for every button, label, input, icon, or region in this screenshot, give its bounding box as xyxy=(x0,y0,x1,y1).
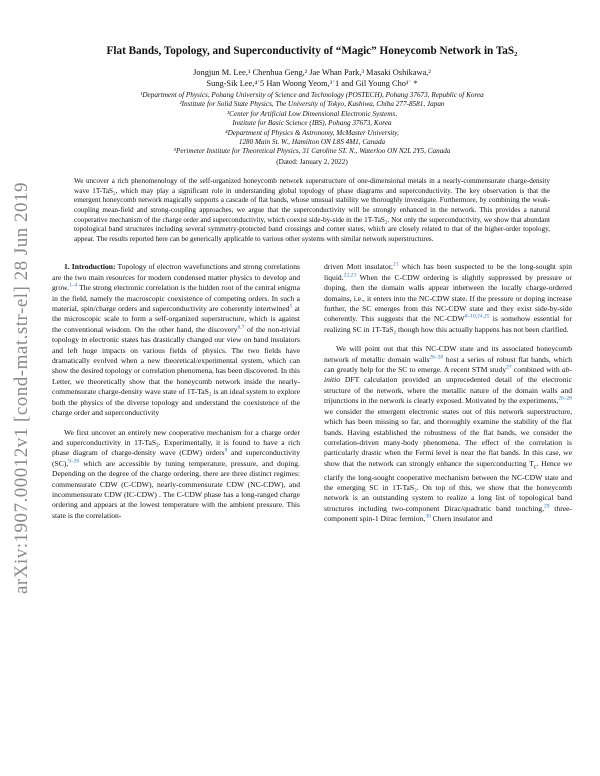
author-line-1: Jongjun M. Lee,¹ Chenhua Geng,² Jae Whan Park,³ Masaki Oshikawa,² xyxy=(193,68,431,77)
arxiv-id-text: arXiv:1907.00012v1 [cond-mat.str-el] 28 Jun 2019 xyxy=(11,182,32,594)
section-heading: 1. Introduction: xyxy=(64,262,116,272)
citation-link[interactable]: 5 xyxy=(289,303,293,310)
right-paragraph-1: driven Mott insulator,$^{21}$ which has been suspected to be the long-sought spin liquid.$^{22,23}$ When the C-CDW ordering is slightly suppressed by pressure or doping, then the domain walls appear inbetween the locally charge-ordered domains, i.e., it enters into the NC-CDW state. If the pressure or doping increase further, the SC emerges from this NC-CDW state and they exist side-by-side coherently. This suggests that the NC-CDW$^{8-10,24,25}$ is somehow essential for realizing SC in 1T-TaS₂ though how this actually happens has not been clarified. xyxy=(324,261,572,334)
affiliation-4b: 1280 Main St. W., Hamilton ON L8S 4M1, Canada xyxy=(238,138,386,147)
citation-link[interactable]: 22,23 xyxy=(343,272,356,279)
arxiv-sidebar-stamp xyxy=(8,178,36,598)
citation-link[interactable]: 6,7 xyxy=(237,324,245,331)
citation-link[interactable]: 27 xyxy=(506,364,512,371)
affiliation-2: ²Institute for Solid State Physics, The University of Tokyo, Kashiwa, Chiba 277-8581, Japan xyxy=(179,100,445,109)
citation-link[interactable]: 21 xyxy=(392,261,399,268)
paper-page xyxy=(52,44,572,534)
citation-link[interactable]: 26–28 xyxy=(429,354,444,361)
citation-link[interactable]: 26–28 xyxy=(558,395,572,402)
affiliation-1: ¹Department of Physics, Pohang University of Science and Technology (POSTECH), Pohang 37673, Republic of Korea xyxy=(140,91,484,99)
affiliation-5: ⁵Perimeter Institute for Theoretical Physics, 31 Caroline ST. N., Waterloo ON N2L 2Y5, Canada xyxy=(173,147,451,156)
affiliation-list xyxy=(52,91,572,157)
paper-title: Flat Bands, Topology, and Superconductivity of “Magic” Honeycomb Network in TaS₂ xyxy=(106,45,518,57)
left-column xyxy=(52,262,300,533)
affiliation-3b: Institute for Basic Science (IBS), Pohang 37673, Korea xyxy=(232,119,392,128)
author-line-2: Sung-Sik Lee,⁴˙5 Han Woong Yeom,³˙1 and Gil Young Cho¹˙ * xyxy=(206,79,418,88)
citation-link[interactable]: 8 xyxy=(224,447,228,454)
citation-link[interactable]: 9–20 xyxy=(68,458,80,465)
body-columns xyxy=(52,262,572,533)
citation-link[interactable]: 1–4 xyxy=(69,282,78,289)
citation-link[interactable]: 30 xyxy=(425,513,431,520)
affiliation-4a: ⁴Department of Physics & Astronomy, McMaster University, xyxy=(225,128,399,137)
author-list xyxy=(52,67,572,89)
right-column xyxy=(324,262,572,533)
affiliation-3a: ³Center for Artificial Low Dimensional Electronic Systems, xyxy=(226,109,398,118)
citation-link[interactable]: 8–10,24,25 xyxy=(464,313,490,320)
citation-link[interactable]: 29 xyxy=(544,503,550,510)
left-paragraph-2: We first uncover an entirely new cooperative mechanism for a charge order and superconductivity in 1T-TaS₂. Experimentally, it is found to have a rich phase diagram of charge-density wave (CDW) orders$^8$ and superconductivity (SC),$^{9-20}$ which are accessible by tuning temperature, pressure, and doping. Depending on the degree of the charge ordering, there are three distinct regimes: commensurate CDW (C-CDW), nearly-commensurate CDW (NC-CDW), and incommensurate CDW (IC-CDW) . The C-CDW phase has a long-ranged charge ordering and appears at the lowest temperature with the ambient pressure. This state is the correlation- xyxy=(52,427,300,520)
right-paragraph-2: We will point out that this NC-CDW state and its associated honeycomb network of metallic domain walls$^{26-28}$ host a series of robust flat bands, which can greatly help for the SC to emerge. A recent STM study$^{27}$ combined with ab-initio DFT calculation provided an unprecedented detail of the electronic structure of the network, where the metallic nature of the domain walls and trijunctions in the network is clearly exposed. Motivated by the experiments,$^{26-28}$ we consider the emergent electronic states out of this network superstructure, which has been missing so far, and thoroughly examine the stability of the flat bands. Having established the robustness of the flat bands, we consider the correlation-driven many-body phenomena. The effect of the correlation is particularly drastic when the Fermi level is near the flat bands. In this case, we show that the network can strongly enhance the superconducting $T_c$. Hence we clarify the long-sought cooperative mechanism between the NC-CDW state and the emerging SC in 1T-TaS₂. On top of this, we show that the honeycomb network is an outstanding system to realize a long list of topological band structures including two-component Dirac/quadratic band touching,$^{29}$ three-component spin-1 Dirac fermion,$^{30}$ Chern insulator and xyxy=(324,344,572,524)
left-paragraph-1: 1. Introduction: Topology of electron wavefunctions and strong correlations are the two main resources for modern condensed matter physics to develop and grow.$^{1-4}$ The strong electronic correlation is the hidden root of the central enigma in the field, namely the macroscopic coexistence of competing orders. In such a material, spin/charge orders and superconductivity are coherently intertwined$^5$ at the microscopic scale to form a self-organized superstructure, which is against the conventional wisdom. On the other hand, the discovery$^{6,7}$ of the non-trivial topology in electronic states has drastically changed our view on band insulators and left huge impacts on various fields of physics. The two fields have dramatically evolved when a new theoretical/experimental system, which can show the desired topology or correlation phenomena, has been discovered. In this Letter, we theoretically show that the honeycomb network inside the nearly-commensurate charge-density wave state of 1T-TaS₂ is an ideal system to explore both the physics of the diverse topology and understand the coexistence of the charge order and superconductivity xyxy=(52,262,300,418)
dated-line: (Dated: January 2, 2022) xyxy=(276,157,348,166)
abstract: We uncover a rich phenomenology of the self-organized honeycomb network superstructure of one-dimensional metals in a nearly-commensurate charge-density wave 1T-TaS₂, which may play a significant role in understanding global topology of phase diagrams and superconductivity. The key observation is that the emergent honeycomb network magically supports a cascade of flat bands, whose unusual stability we thoroughly investigate. Furthermore, by combining the weak-coupling mean-field and strong-coupling approaches, we argue that the superconductivity will be strongly enhanced in the network. This provides a natural cooperative mechanism of the charge order and superconductivity, which coexist side-by-side in the 1T-TaS₂. Not only the superconductivity, we show that abundant topological band structures including several symmetry-protected band crossings and corner states, which are closely related to that of the higher-order topology, appear. The results reported here can be generically applicable to various other systems with similar network superstructures. xyxy=(74,177,550,243)
